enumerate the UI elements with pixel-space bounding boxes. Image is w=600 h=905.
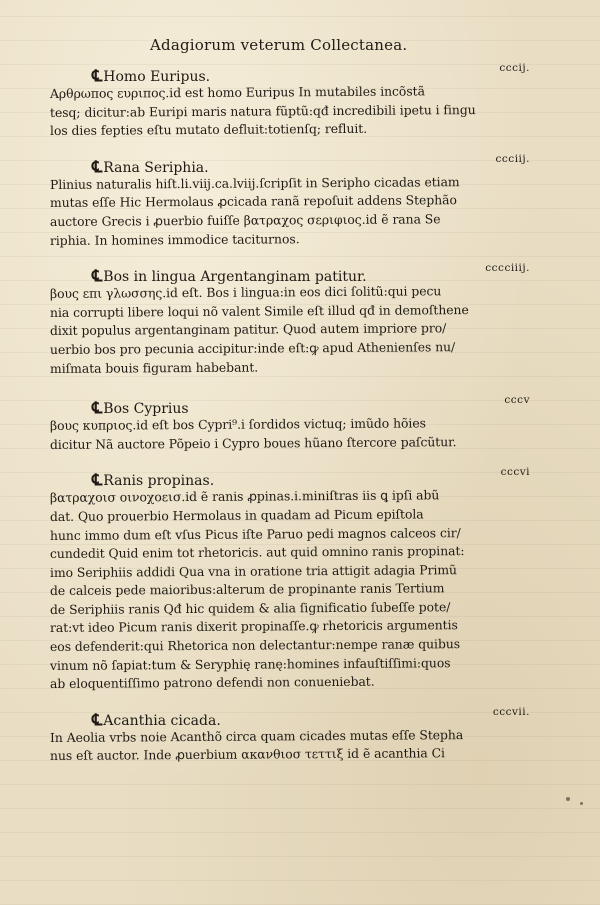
adage-entry — [49, 705, 530, 766]
text-line: uerbio bos pro pecunia accipitur:inde eſt:ꝙ apud Athenienſes nu/ — [49, 339, 456, 357]
paragraph-mark-icon: ℄ — [92, 66, 103, 85]
text-line: de Seriphiis ranis Qđ hic quidem & alia ſignificatio ſubeſſe pote/ — [49, 599, 451, 617]
adage-number: cccv — [504, 394, 530, 407]
text-line: dixit populus argentanginam patitur. Quod autem impriore pro/ — [49, 320, 447, 339]
text-line: nus eſt auctor. Inde ꝓuerbium ακανθιοσ τεττιξ id ẽ acanthia Ci — [49, 745, 445, 764]
running-header: Adagiorum veterum Collectanea. — [150, 36, 408, 54]
text-line: ab eloquentiſſimo patrono defendi non conueniebat. — [49, 673, 375, 692]
text-line: auctore Grecis i ꝓuerbio fuiſſe βατραχος σεριφιος.id ẽ rana Se — [49, 211, 441, 229]
text-line: vinum nõ ſapiat:tum & Seryphię ranę:homines infauſtiſſimi:quos — [49, 654, 451, 673]
text-line: βους επι γλωσσης.id eſt. Bos i lingua:in eos dici ſolitũ:qui pecu — [49, 283, 442, 302]
adage-title: ℄Acanthia cicada. — [92, 709, 221, 729]
adage-title: ℄Bos in lingua Argentanginam patitur. — [92, 266, 367, 286]
text-line: mutas eſſe Hic Hermolaus ꝓcicada ranã repoſuit addens Stephão — [49, 192, 457, 211]
text-line: dicitur Nã auctore Põpeio i Cypro boues hũano ſtercore paſcũtur. — [49, 433, 457, 452]
text-line: los dies fepties eſtu mutato defluit:totienſq; refluit. — [49, 120, 368, 139]
main-text-block — [49, 62, 530, 782]
adage-entry — [49, 394, 530, 454]
adage-entry — [49, 262, 530, 378]
text-line: βατραχοισ οινοχοεισ.id ẽ ranis ꝓpinas.i.miniſtras iis ꝗ ipſi abũ — [49, 487, 440, 506]
adage-number: cccvi — [500, 466, 530, 479]
text-line: imo Seriphiis addidi Qua vna in oratione tria attigit adagia Primũ — [49, 561, 458, 580]
adage-entry — [49, 62, 530, 141]
paragraph-mark-icon: ℄ — [92, 398, 103, 418]
adage-title: ℄Bos Cyprius — [92, 398, 189, 418]
text-line: rat:vt ideo Picum ranis dixerit propinaſſe.ꝙ rhetoricis argumentis — [49, 617, 458, 636]
text-line: eos defenderit:qui Rhetorica non delectantur:nempe ranæ quibus — [49, 636, 461, 655]
adage-number: cccciiij. — [485, 262, 530, 275]
text-line: dat. Quo prouerbio Hermolaus in quadam ad Picum epiſtola — [49, 506, 424, 524]
paragraph-mark-icon: ℄ — [92, 709, 103, 729]
adage-title: ℄Ranis propinas. — [92, 470, 215, 490]
adage-entry — [49, 466, 530, 694]
text-line: hunc immo dum eſt vſus Picus iſte Paruo pedi magnos calceos cir/ — [49, 524, 461, 543]
text-line: nia corrupti libere loqui nõ valent Simile eſt illud qđ in demoſthene — [49, 301, 469, 320]
text-line: miſmata bouis figuram habebant. — [49, 359, 259, 376]
paragraph-mark-icon: ℄ — [92, 470, 103, 490]
adage-number: cccij. — [499, 62, 530, 74]
adage-number: ccciij. — [495, 152, 530, 165]
ink-spot — [566, 797, 570, 801]
text-line: βους κυπριος.id eſt bos Cypri⁹.i ſordidos victuq; imũdo hõies — [49, 415, 426, 434]
paragraph-mark-icon: ℄ — [92, 266, 103, 286]
adage-number: cccvii. — [492, 705, 530, 718]
text-line: riphia. In homines immodice taciturnos. — [49, 230, 300, 248]
text-line: In Aeolia vrbs noie Acanthõ circa quam cicades mutas eſſe Stepha — [49, 726, 464, 745]
text-line: cundedit Quid enim tot rhetoricis. aut quid omnino ranis propinat: — [49, 543, 465, 562]
text-line: tesq; dicitur:ab Euripi maris natura fũptũ:qđ incredibili ipetu i fingu — [49, 101, 476, 120]
adage-title: ℄Rana Seriphia. — [92, 156, 209, 176]
ink-spot — [580, 802, 583, 805]
adage-title: ℄Homo Euripus. — [92, 66, 211, 85]
adage-entry — [49, 152, 530, 250]
text-line: Plinius naturalis hiſt.li.viij.ca.lviij.ſcripſit in Seripho cicadas etiam — [49, 173, 460, 192]
text-line: de calceis pede maioribus:alterum de propinante ranis Tertium — [49, 580, 445, 599]
text-line: Αρθρωπος ευριπος.id est homo Euripus In mutabiles incõstã — [49, 83, 425, 101]
paragraph-mark-icon: ℄ — [92, 156, 103, 176]
